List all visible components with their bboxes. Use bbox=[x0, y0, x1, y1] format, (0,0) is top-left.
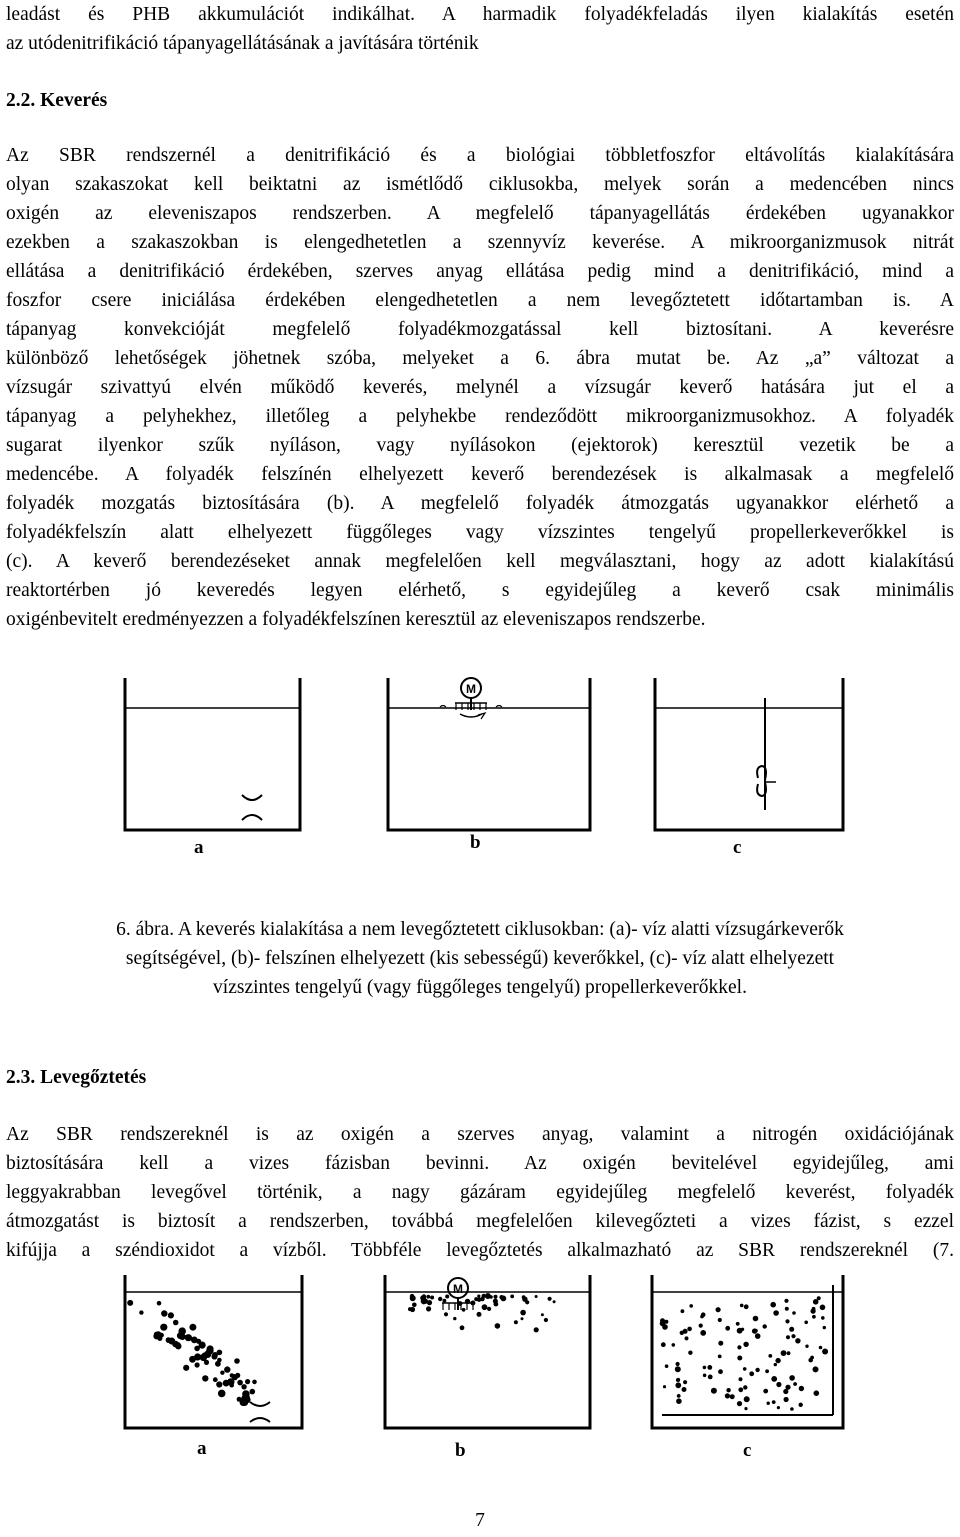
bubble bbox=[775, 1358, 780, 1363]
bubble bbox=[544, 1318, 548, 1322]
bubble bbox=[422, 1301, 425, 1304]
tank-c bbox=[655, 678, 843, 858]
propeller-mixer-icon bbox=[757, 698, 776, 810]
bubble bbox=[726, 1388, 730, 1392]
bubble bbox=[675, 1366, 681, 1372]
bubble bbox=[139, 1310, 143, 1314]
section-heading-levegoztetes: 2.3. Levegőztetés bbox=[6, 1067, 147, 1088]
bubble bbox=[237, 1380, 243, 1386]
surface-mixer-icon bbox=[440, 678, 502, 719]
bubble bbox=[438, 1297, 442, 1301]
caption-line: vízszintes tengelyű (vagy függőleges tengelyű) propellerkeverőkkel. bbox=[213, 977, 747, 998]
bubble bbox=[771, 1376, 777, 1382]
bubble bbox=[784, 1397, 789, 1402]
bubble bbox=[744, 1396, 750, 1402]
bubble bbox=[470, 1301, 475, 1306]
bubble bbox=[676, 1362, 680, 1366]
bubble bbox=[812, 1315, 816, 1319]
bubble bbox=[682, 1387, 687, 1392]
text-line: oxigén az eleveniszapos rendszerben. A megfelelő tápanyagellátás érdekében ugyanakkor bbox=[6, 203, 954, 224]
bubble bbox=[823, 1326, 826, 1329]
bubble bbox=[687, 1327, 692, 1332]
bubble bbox=[791, 1334, 795, 1338]
bubble bbox=[804, 1321, 808, 1325]
bubble bbox=[785, 1307, 789, 1311]
bubble bbox=[422, 1294, 427, 1299]
bubble bbox=[767, 1402, 770, 1405]
bubble bbox=[793, 1382, 797, 1386]
bubble bbox=[514, 1320, 518, 1324]
bubble bbox=[785, 1319, 789, 1323]
jet-aerator-icon bbox=[250, 1402, 270, 1422]
bubble bbox=[808, 1358, 813, 1363]
bubble bbox=[790, 1407, 794, 1411]
bubble bbox=[217, 1358, 222, 1363]
bubble bbox=[725, 1326, 730, 1331]
bubble bbox=[814, 1390, 820, 1396]
bubble bbox=[487, 1307, 491, 1311]
bubble bbox=[821, 1316, 825, 1320]
bubble bbox=[820, 1305, 826, 1311]
bubble bbox=[683, 1380, 687, 1384]
bubble bbox=[220, 1371, 224, 1375]
figure-7 bbox=[110, 1270, 850, 1465]
diffuser-pipe-icon bbox=[662, 1285, 833, 1415]
figure-6-label-c: c bbox=[733, 837, 742, 858]
bubble bbox=[743, 1367, 747, 1371]
bubble bbox=[200, 1354, 207, 1361]
text-line: biztosítására kell a vizes fázisban bevinni. Az oxigén bevitelével egyidejűleg, ami bbox=[6, 1153, 954, 1174]
bubble bbox=[755, 1333, 761, 1339]
bubble bbox=[443, 1299, 447, 1303]
bubble bbox=[173, 1320, 179, 1326]
bubble bbox=[711, 1388, 717, 1394]
motor-symbol: M bbox=[453, 1282, 463, 1296]
bubble bbox=[785, 1385, 790, 1390]
bubble bbox=[426, 1295, 430, 1299]
bubble bbox=[763, 1389, 768, 1394]
text-line: az utódenitrifikáció tápanyagellátásának a javítására történik bbox=[6, 33, 479, 54]
jet-mixer-icon bbox=[242, 795, 262, 820]
bubble bbox=[548, 1297, 552, 1301]
bubble bbox=[799, 1386, 804, 1391]
text-line: tápanyag konvekcióját megfelelő folyadékmozgatással kell biztosítani. A keverésre bbox=[6, 319, 954, 340]
intro-paragraph bbox=[6, 0, 954, 58]
bubble bbox=[689, 1304, 693, 1308]
bubble bbox=[725, 1393, 730, 1398]
bubble bbox=[465, 1299, 470, 1304]
aeration-tank-c bbox=[652, 1275, 843, 1461]
bubble bbox=[738, 1387, 743, 1392]
bubble bbox=[776, 1382, 781, 1387]
figure-7-label-b: b bbox=[455, 1440, 466, 1461]
section-heading-keveres: 2.2. Keverés bbox=[6, 90, 108, 111]
bubble bbox=[207, 1345, 214, 1352]
bubble bbox=[787, 1351, 791, 1355]
bubble bbox=[213, 1377, 218, 1382]
bubble bbox=[224, 1366, 230, 1372]
bubble bbox=[677, 1394, 681, 1398]
bubble bbox=[534, 1327, 539, 1332]
bubble bbox=[675, 1382, 681, 1388]
bubble bbox=[737, 1345, 741, 1349]
aeration-tank-b bbox=[385, 1275, 590, 1461]
bubble bbox=[178, 1327, 186, 1335]
bubble bbox=[541, 1313, 544, 1316]
bubble bbox=[521, 1317, 524, 1320]
text-line: átmozgatást is biztosít a rendszerben, továbbá megfelelően kilevegőzteti a vizes fázist, s ezzel bbox=[6, 1211, 954, 1232]
bubble bbox=[195, 1362, 200, 1367]
bubble bbox=[161, 1310, 167, 1316]
bubble bbox=[661, 1342, 666, 1347]
bubble bbox=[718, 1355, 722, 1359]
bubble bbox=[754, 1329, 758, 1333]
bubble bbox=[685, 1336, 689, 1340]
bubble bbox=[522, 1297, 527, 1302]
bubble bbox=[795, 1338, 800, 1343]
bubble bbox=[781, 1350, 787, 1356]
bubble bbox=[157, 1301, 162, 1306]
bubble bbox=[718, 1318, 722, 1322]
bubble bbox=[770, 1302, 776, 1308]
text-line: olyan szakaszokat kell beiktatni az ismétlődő ciklusokba, melyek során a medencében nincs bbox=[6, 174, 954, 195]
bubble bbox=[494, 1295, 498, 1299]
bubble bbox=[427, 1300, 432, 1305]
bubble bbox=[460, 1325, 465, 1330]
bubble bbox=[718, 1341, 723, 1346]
text-line: sugarat ilyenkor szűk nyíláson, vagy nyílásokon (ejektorok) keresztül vezetik be a bbox=[6, 435, 954, 456]
tank-b bbox=[388, 678, 590, 853]
bubble bbox=[813, 1366, 819, 1372]
text-line: (c). A keverő berendezéseket annak megfelelően kell megválasztani, hogy az adott kialakítású bbox=[6, 551, 954, 572]
bubble bbox=[127, 1300, 133, 1306]
bubble bbox=[252, 1380, 257, 1385]
bubble bbox=[813, 1299, 819, 1305]
bubble bbox=[241, 1395, 247, 1401]
bubble bbox=[768, 1354, 772, 1358]
bubble bbox=[412, 1303, 417, 1308]
bubble bbox=[749, 1371, 754, 1376]
bubble bbox=[477, 1295, 480, 1298]
fine-bubble-field bbox=[660, 1296, 828, 1411]
bubble bbox=[753, 1316, 759, 1322]
bubble bbox=[792, 1311, 796, 1315]
bubble bbox=[737, 1401, 742, 1406]
bubble bbox=[681, 1309, 685, 1313]
bubble bbox=[708, 1375, 713, 1380]
bubble bbox=[672, 1343, 676, 1347]
caption-line: 6. ábra. A keverés kialakítása a nem levegőztetett ciklusokban: (a)- víz alatti vízsugárkeverők bbox=[116, 919, 844, 940]
levegoztetes-paragraph bbox=[6, 1120, 954, 1265]
text-line: vízsugár szivattyú elvén működő keverés, melynél a vízsugár keverő hatására jut el a bbox=[6, 377, 954, 398]
bubble bbox=[718, 1369, 723, 1374]
bubble bbox=[216, 1381, 222, 1387]
bubble bbox=[805, 1345, 808, 1348]
text-line: oxigénbevitelt eredményezzen a folyadékfelszínen keresztül az eleveniszapos rendszerbe. bbox=[6, 609, 706, 630]
bubble bbox=[223, 1380, 230, 1387]
spray-bubbles bbox=[408, 1293, 556, 1332]
bubble bbox=[462, 1308, 466, 1312]
bubble bbox=[683, 1329, 688, 1334]
bubble bbox=[245, 1379, 250, 1384]
bubble bbox=[495, 1323, 501, 1329]
bubble bbox=[744, 1407, 747, 1410]
bubble bbox=[430, 1296, 434, 1300]
bubble bbox=[786, 1335, 790, 1339]
bubble bbox=[189, 1356, 196, 1363]
text-line: folyadék mozgatás biztosítására (b). A megfelelő folyadék átmozgatás ugyanakkor elérhető a bbox=[6, 493, 954, 514]
bubble bbox=[553, 1300, 556, 1303]
bubble bbox=[739, 1377, 743, 1381]
text-line: Az SBR rendszereknél is az oxigén a szerves anyag, valamint a nitrogén oxidációjának bbox=[6, 1124, 954, 1145]
bubble bbox=[703, 1366, 707, 1370]
bubble bbox=[410, 1307, 415, 1312]
bubble bbox=[410, 1294, 415, 1299]
motor-symbol: M bbox=[466, 682, 476, 696]
bubble bbox=[153, 1333, 159, 1339]
bubble bbox=[202, 1375, 208, 1381]
text-line: leggyakrabban levegővel történik, a nagy gázáram egyidejűleg megfelelő keverést, folyadék bbox=[6, 1182, 954, 1203]
bubble bbox=[773, 1310, 779, 1316]
tank-a bbox=[125, 678, 300, 858]
text-line: folyadékfelszín alatt elhelyezett függőleges vagy vízszintes tengelyű propellerkeverőkkel is bbox=[6, 522, 954, 543]
text-line: leadást és PHB akkumulációt indikálhat. A harmadik folyadékfeladás ilyen kialakítás esetén bbox=[6, 4, 954, 25]
bubble bbox=[453, 1317, 456, 1320]
keveres-paragraph bbox=[6, 141, 954, 634]
bubble bbox=[789, 1327, 794, 1332]
bubble-plume bbox=[127, 1300, 257, 1406]
bubble bbox=[494, 1302, 499, 1307]
bubble bbox=[444, 1312, 448, 1316]
bubble bbox=[676, 1398, 682, 1404]
bubble bbox=[185, 1335, 190, 1340]
bubble bbox=[743, 1342, 748, 1347]
bubble bbox=[699, 1324, 703, 1328]
aeration-tank-a bbox=[125, 1275, 302, 1459]
bubble bbox=[774, 1363, 777, 1366]
bubble bbox=[183, 1365, 189, 1371]
bubble bbox=[168, 1338, 175, 1345]
text-line: különböző lehetőségek jöhetnek szóba, melyeket a 6. ábra mutat be. Az „a” változat a bbox=[6, 348, 954, 369]
bubble bbox=[688, 1351, 692, 1355]
figure-6-caption bbox=[5, 915, 955, 1002]
bubble bbox=[701, 1312, 706, 1317]
bubble bbox=[217, 1350, 223, 1356]
bubble bbox=[665, 1364, 669, 1368]
bubble bbox=[426, 1306, 431, 1311]
bubble bbox=[772, 1400, 776, 1404]
text-line: medencébe. A folyadék felszínén elhelyezett keverő berendezések is alkalmasak a megfelelő bbox=[6, 464, 954, 485]
bubble bbox=[744, 1304, 749, 1309]
bubble bbox=[822, 1349, 828, 1355]
bubble bbox=[765, 1369, 769, 1373]
text-line: reaktortérben jó keveredés legyen elérhető, s egyidejűleg a keverő csak minimális bbox=[6, 580, 954, 601]
text-line: tápanyag a pelyhekhez, illetőleg a pelyhekbe rendeződött mikroorganizmusokhoz. A folyadék bbox=[6, 406, 954, 427]
bubble bbox=[168, 1312, 174, 1318]
bubble bbox=[212, 1354, 218, 1360]
bubble bbox=[458, 1301, 463, 1306]
bubble bbox=[482, 1304, 488, 1310]
text-line: Az SBR rendszernél a denitrifikáció és a biológiai többletfoszfor eltávolítás kialakítására bbox=[6, 145, 954, 166]
bubble bbox=[763, 1324, 767, 1328]
bubble bbox=[789, 1375, 795, 1381]
bubble bbox=[700, 1330, 706, 1336]
text-line: kifújja a széndioxidot a vízből. Többféle levegőztetés alkalmazható az SBR rendszereknél (7. bbox=[6, 1240, 954, 1261]
bubble bbox=[477, 1298, 481, 1302]
bubble bbox=[189, 1324, 196, 1331]
bubble bbox=[784, 1299, 788, 1303]
figure-6 bbox=[110, 670, 850, 860]
bubble bbox=[755, 1368, 759, 1372]
bubble bbox=[703, 1374, 707, 1378]
bubble bbox=[520, 1310, 526, 1316]
bubble bbox=[777, 1406, 780, 1409]
caption-line: segítségével, (b)- felszínen elhelyezett (kis sebességű) keverőkkel, (c)- víz alatt elhelyezett bbox=[125, 948, 835, 969]
bubble bbox=[535, 1295, 538, 1298]
bubble bbox=[736, 1322, 740, 1326]
bubble bbox=[663, 1385, 666, 1388]
bubble bbox=[445, 1295, 449, 1299]
bubble bbox=[160, 1324, 167, 1331]
bubble bbox=[194, 1346, 200, 1352]
text-line: ezekben a szakaszokban is elengedhetetlen a szennyvíz keverése. A mikroorganizmusok nitrát bbox=[6, 232, 954, 253]
page-number: 7 bbox=[475, 1510, 485, 1531]
bubble bbox=[740, 1304, 744, 1308]
bubble bbox=[741, 1328, 744, 1331]
text-line: foszfor csere iniciálása érdekében elengedhetetlen a nem levegőztetett időtartamban is. A bbox=[6, 290, 954, 311]
figure-6-drawing bbox=[110, 670, 850, 860]
bubble bbox=[241, 1384, 246, 1389]
bubble bbox=[477, 1312, 482, 1317]
bubble bbox=[218, 1390, 226, 1398]
bubble bbox=[499, 1295, 503, 1299]
surface-aerator-icon bbox=[442, 1278, 474, 1310]
bubble bbox=[811, 1309, 816, 1314]
figure-7-label-c: c bbox=[743, 1440, 752, 1461]
bubble bbox=[799, 1403, 803, 1407]
bubble bbox=[819, 1346, 823, 1350]
bubble bbox=[662, 1324, 668, 1330]
figure-6-label-b: b bbox=[470, 832, 481, 853]
bubble bbox=[231, 1374, 236, 1379]
text-line: ellátása a denitrifikáció érdekében, szerves anyag ellátása pedig mind a denitrifikáció, mind a bbox=[6, 261, 954, 282]
bubble bbox=[510, 1295, 514, 1299]
bubble bbox=[707, 1365, 712, 1370]
bubble bbox=[730, 1394, 735, 1399]
bubble bbox=[664, 1320, 668, 1324]
bubble bbox=[737, 1356, 742, 1361]
bubble bbox=[250, 1389, 256, 1395]
bubble bbox=[676, 1378, 680, 1382]
bubble bbox=[716, 1307, 721, 1312]
bubble bbox=[234, 1358, 240, 1364]
figure-7-drawing bbox=[110, 1270, 850, 1465]
bubble bbox=[485, 1293, 491, 1299]
figure-7-label-a: a bbox=[197, 1438, 207, 1459]
figure-6-label-a: a bbox=[194, 837, 204, 858]
bubble bbox=[743, 1385, 747, 1389]
